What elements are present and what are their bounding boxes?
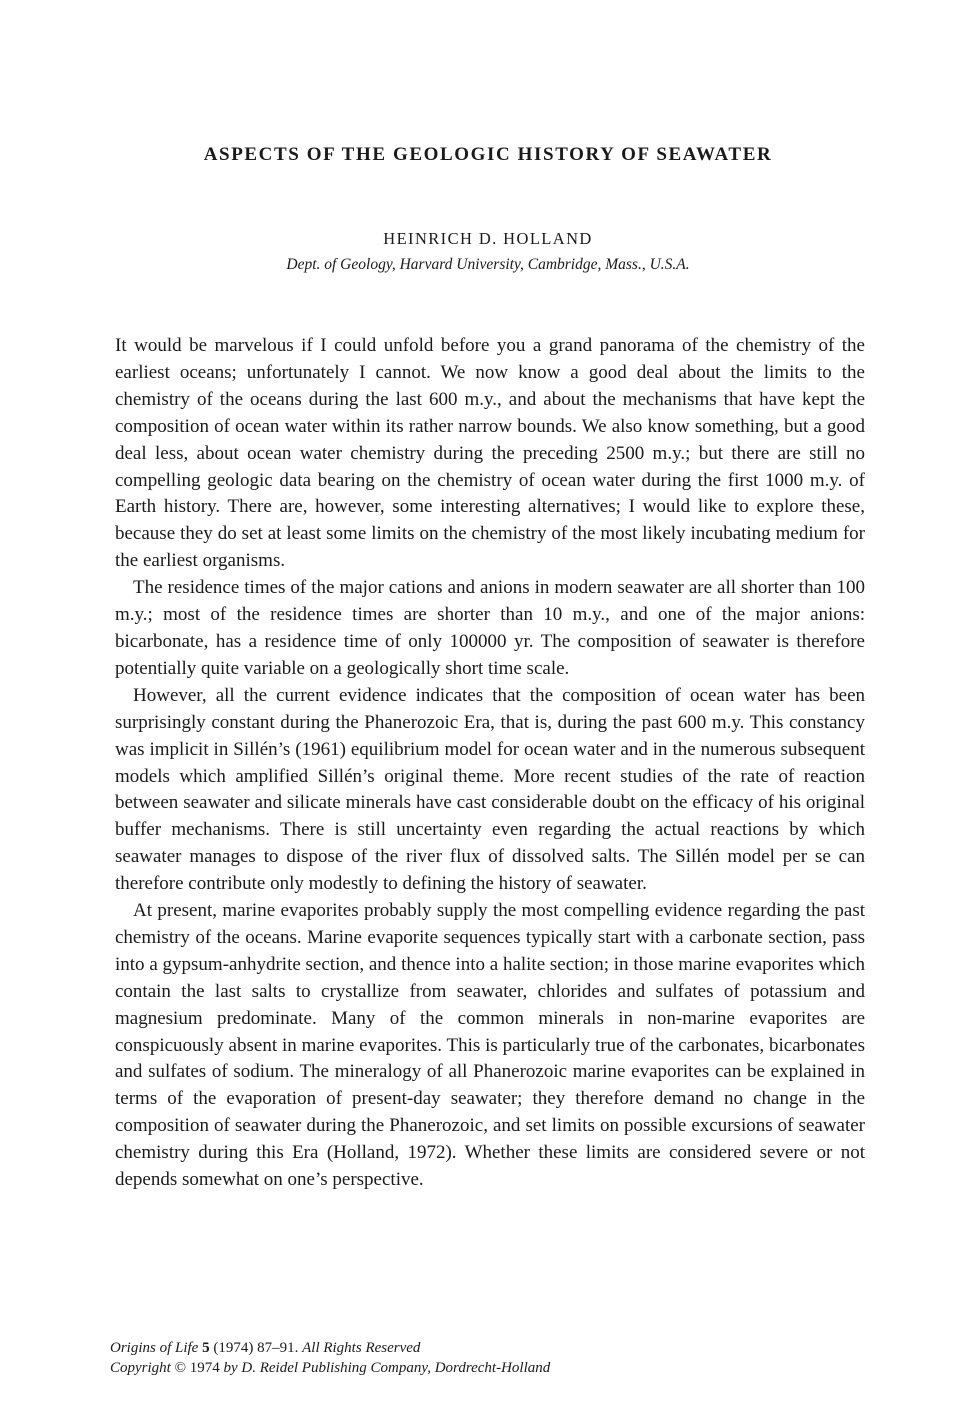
journal-year-pages: (1974) 87–91. xyxy=(209,1340,303,1356)
rights-statement: All Rights Reserved xyxy=(302,1340,421,1356)
paragraph-4: At present, marine evaporites probably supply the most compelling evidence regarding the past chemistry of the oceans. Marine evaporite sequences typically start with a carbonate section, pass into a gypsum-anhydrite section, and thence into a halite section; in those marine evaporites which contain the last salts to crystallize from seawater, chlorides and sulfates of potassium and magnesium predominate. Many of the common minerals in non-marine evaporites are conspicuously absent in marine evaporites. This is particularly true of the carbonates, bicarbonates and sulfates of sodium. The mineralogy of all Phanerozoic marine evaporites can be explained in terms of the evaporation of present-day seawater; they therefore demand no change in the composition of seawater during the Phanerozoic, and set limits on possible excursions of seawater chemistry during this Era (Holland, 1972). Whether these limits are considered severe or not depends somewhat on one’s perspective. xyxy=(115,900,865,1191)
author-affiliation: Dept. of Geology, Harvard University, Cambridge, Mass., U.S.A. xyxy=(286,256,690,273)
page-footer xyxy=(110,1338,870,1378)
copyright-symbol: © xyxy=(170,1360,190,1376)
paragraph-2: The residence times of the major cations and anions in modern seawater are all shorter than 100 m.y.; most of the residence times are shorter than 10 m.y., and one of the major anions: bicarbonate, has a residence time of only 100000 yr. The composition of seawater is therefore potentially quite variable on a geologically short time scale. xyxy=(115,577,865,679)
journal-name: Origins of Life xyxy=(110,1340,199,1356)
paragraph-3: However, all the current evidence indicates that the composition of ocean water has been surprisingly constant during the Phanerozoic Era, that is, during the past 600 m.y. This constancy was implicit in Sillén’s (1961) equilibrium model for ocean water and in the numerous subsequent models which amplified Sillén’s original theme. More recent studies of the rate of reaction between seawater and silicate minerals have cast considerable doubt on the efficacy of his original buffer mechanisms. There is still uncertainty even regarding the actual reactions by which seawater manages to dispose of the river flux of dissolved salts. The Sillén model per se can therefore contribute only modestly to defining the history of seawater. xyxy=(115,684,865,895)
copyright-year: 1974 xyxy=(189,1360,220,1376)
copyright-word: Copyright xyxy=(110,1360,171,1376)
publisher-name: by D. Reidel Publishing Company, Dordrecht-Holland xyxy=(219,1360,551,1376)
copyright-line xyxy=(110,1358,870,1378)
journal-volume: 5 xyxy=(202,1340,210,1356)
author-name: HEINRICH D. HOLLAND xyxy=(383,229,593,248)
paragraph-1: It would be marvelous if I could unfold before you a grand panorama of the chemistry of the earliest oceans; unfortunately I cannot. We now know a good deal about the limits to the chemistry of the oceans during the last 600 m.y., and about the mechanisms that have kept the composition of ocean water within its rather narrow bounds. We also know something, but a good deal less, about ocean water chemistry during the preceding 2500 m.y.; but there are still no compelling geologic data bearing on the chemistry of ocean water during the first 1000 m.y. of Earth history. There are, however, some interesting alternatives; I would like to explore these, because they do set at least some limits on the chemistry of the most likely incubating medium for the earliest organisms. xyxy=(115,335,865,572)
citation-line xyxy=(110,1338,870,1358)
article-body xyxy=(115,333,865,1194)
paper-title: ASPECTS OF THE GEOLOGIC HISTORY OF SEAWATER xyxy=(203,144,773,165)
